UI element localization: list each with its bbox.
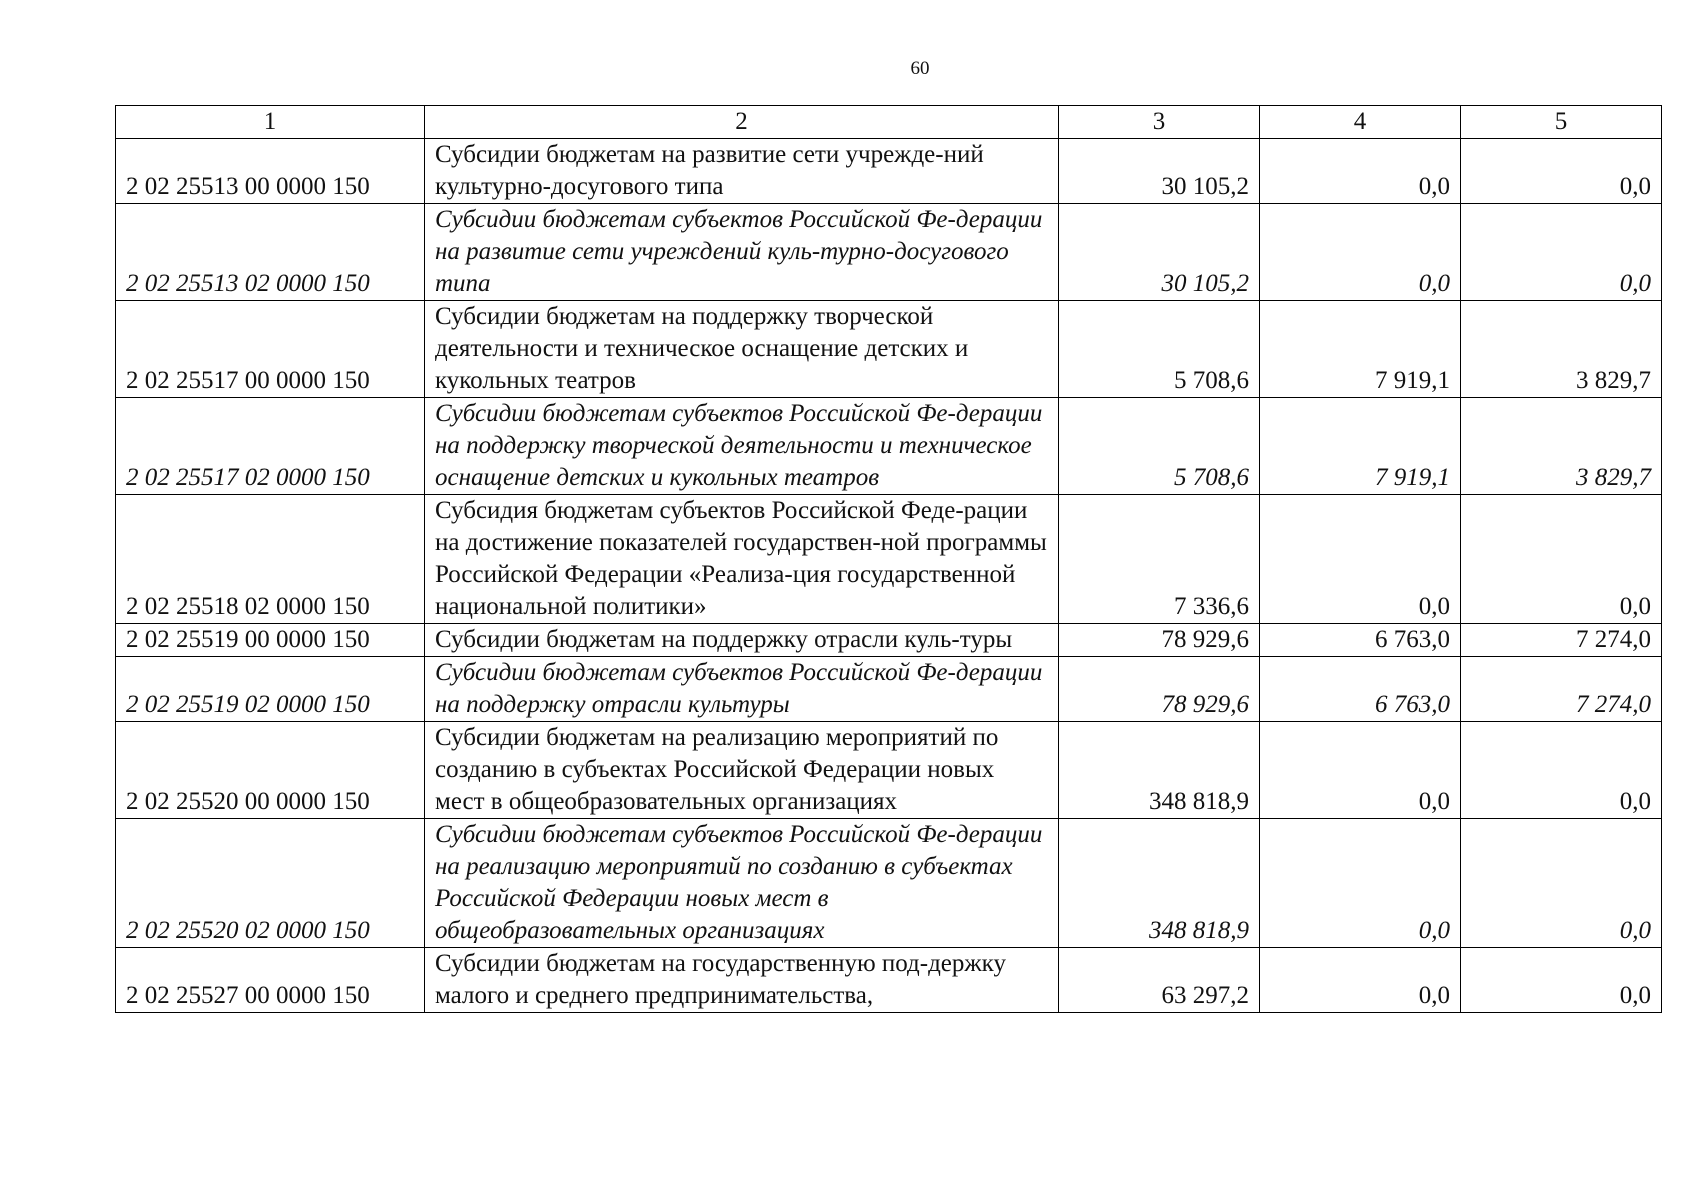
table-row xyxy=(116,301,1662,398)
value-col4-cell: 6 763,0 xyxy=(1260,657,1461,722)
table-row xyxy=(116,948,1662,1013)
value-col5-cell: 0,0 xyxy=(1461,204,1662,301)
page-number: 60 xyxy=(910,58,930,79)
table-row xyxy=(116,495,1662,624)
value-col5-cell: 7 274,0 xyxy=(1461,624,1662,657)
value-col5-cell: 7 274,0 xyxy=(1461,657,1662,722)
budget-table xyxy=(115,105,1662,1013)
column-header-5: 5 xyxy=(1461,106,1662,139)
table-row xyxy=(116,398,1662,495)
description-cell: Субсидия бюджетам субъектов Российской Феде-рации на достижение показателей государствен-ной программы Российской Федерации «Реализа-ция государственной национальной политики» xyxy=(425,495,1059,624)
column-header-2: 2 xyxy=(425,106,1059,139)
value-col4-cell: 0,0 xyxy=(1260,204,1461,301)
description-cell: Субсидии бюджетам на поддержку творческой деятельности и техническое оснащение детских и кукольных театров xyxy=(425,301,1059,398)
value-col3-cell: 348 818,9 xyxy=(1059,819,1260,948)
value-col4-cell: 0,0 xyxy=(1260,948,1461,1013)
budget-code-cell: 2 02 25518 02 0000 150 xyxy=(116,495,425,624)
budget-code-cell: 2 02 25517 00 0000 150 xyxy=(116,301,425,398)
value-col3-cell: 7 336,6 xyxy=(1059,495,1260,624)
budget-code-cell: 2 02 25520 02 0000 150 xyxy=(116,819,425,948)
value-col4-cell: 0,0 xyxy=(1260,139,1461,204)
value-col5-cell: 0,0 xyxy=(1461,819,1662,948)
value-col3-cell: 348 818,9 xyxy=(1059,722,1260,819)
value-col5-cell: 3 829,7 xyxy=(1461,398,1662,495)
description-cell: Субсидии бюджетам на реализацию мероприятий по созданию в субъектах Российской Федерации новых мест в общеобразовательных организациях xyxy=(425,722,1059,819)
table-row xyxy=(116,139,1662,204)
budget-code-cell: 2 02 25513 02 0000 150 xyxy=(116,204,425,301)
value-col4-cell: 0,0 xyxy=(1260,722,1461,819)
value-col5-cell: 0,0 xyxy=(1461,495,1662,624)
table-row xyxy=(116,657,1662,722)
description-cell: Субсидии бюджетам на развитие сети учрежде-ний культурно-досугового типа xyxy=(425,139,1059,204)
description-cell: Субсидии бюджетам на государственную под-держку малого и среднего предпринимательства, xyxy=(425,948,1059,1013)
value-col3-cell: 5 708,6 xyxy=(1059,398,1260,495)
value-col5-cell: 0,0 xyxy=(1461,948,1662,1013)
table-row xyxy=(116,204,1662,301)
table-row xyxy=(116,819,1662,948)
table-row xyxy=(116,722,1662,819)
column-header-1: 1 xyxy=(116,106,425,139)
value-col3-cell: 30 105,2 xyxy=(1059,139,1260,204)
value-col5-cell: 3 829,7 xyxy=(1461,301,1662,398)
value-col3-cell: 78 929,6 xyxy=(1059,657,1260,722)
value-col3-cell: 63 297,2 xyxy=(1059,948,1260,1013)
table-header-row xyxy=(116,106,1662,139)
column-header-3: 3 xyxy=(1059,106,1260,139)
description-cell: Субсидии бюджетам субъектов Российской Фе-дерации на развитие сети учреждений куль-турно-досугового типа xyxy=(425,204,1059,301)
description-cell: Субсидии бюджетам субъектов Российской Фе-дерации на реализацию мероприятий по созданию в субъектах Российской Федерации новых мест в общеобразовательных организациях xyxy=(425,819,1059,948)
table-row xyxy=(116,624,1662,657)
value-col4-cell: 0,0 xyxy=(1260,819,1461,948)
value-col4-cell: 7 919,1 xyxy=(1260,398,1461,495)
value-col4-cell: 0,0 xyxy=(1260,495,1461,624)
budget-code-cell: 2 02 25527 00 0000 150 xyxy=(116,948,425,1013)
budget-code-cell: 2 02 25519 00 0000 150 xyxy=(116,624,425,657)
column-header-4: 4 xyxy=(1260,106,1461,139)
description-cell: Субсидии бюджетам на поддержку отрасли куль-туры xyxy=(425,624,1059,657)
description-cell: Субсидии бюджетам субъектов Российской Фе-дерации на поддержку отрасли культуры xyxy=(425,657,1059,722)
budget-code-cell: 2 02 25513 00 0000 150 xyxy=(116,139,425,204)
value-col3-cell: 30 105,2 xyxy=(1059,204,1260,301)
value-col4-cell: 6 763,0 xyxy=(1260,624,1461,657)
description-cell: Субсидии бюджетам субъектов Российской Фе-дерации на поддержку творческой деятельности и техническое оснащение детских и кукольных театров xyxy=(425,398,1059,495)
budget-code-cell: 2 02 25520 00 0000 150 xyxy=(116,722,425,819)
value-col4-cell: 7 919,1 xyxy=(1260,301,1461,398)
value-col5-cell: 0,0 xyxy=(1461,722,1662,819)
budget-code-cell: 2 02 25517 02 0000 150 xyxy=(116,398,425,495)
value-col5-cell: 0,0 xyxy=(1461,139,1662,204)
value-col3-cell: 78 929,6 xyxy=(1059,624,1260,657)
value-col3-cell: 5 708,6 xyxy=(1059,301,1260,398)
budget-code-cell: 2 02 25519 02 0000 150 xyxy=(116,657,425,722)
